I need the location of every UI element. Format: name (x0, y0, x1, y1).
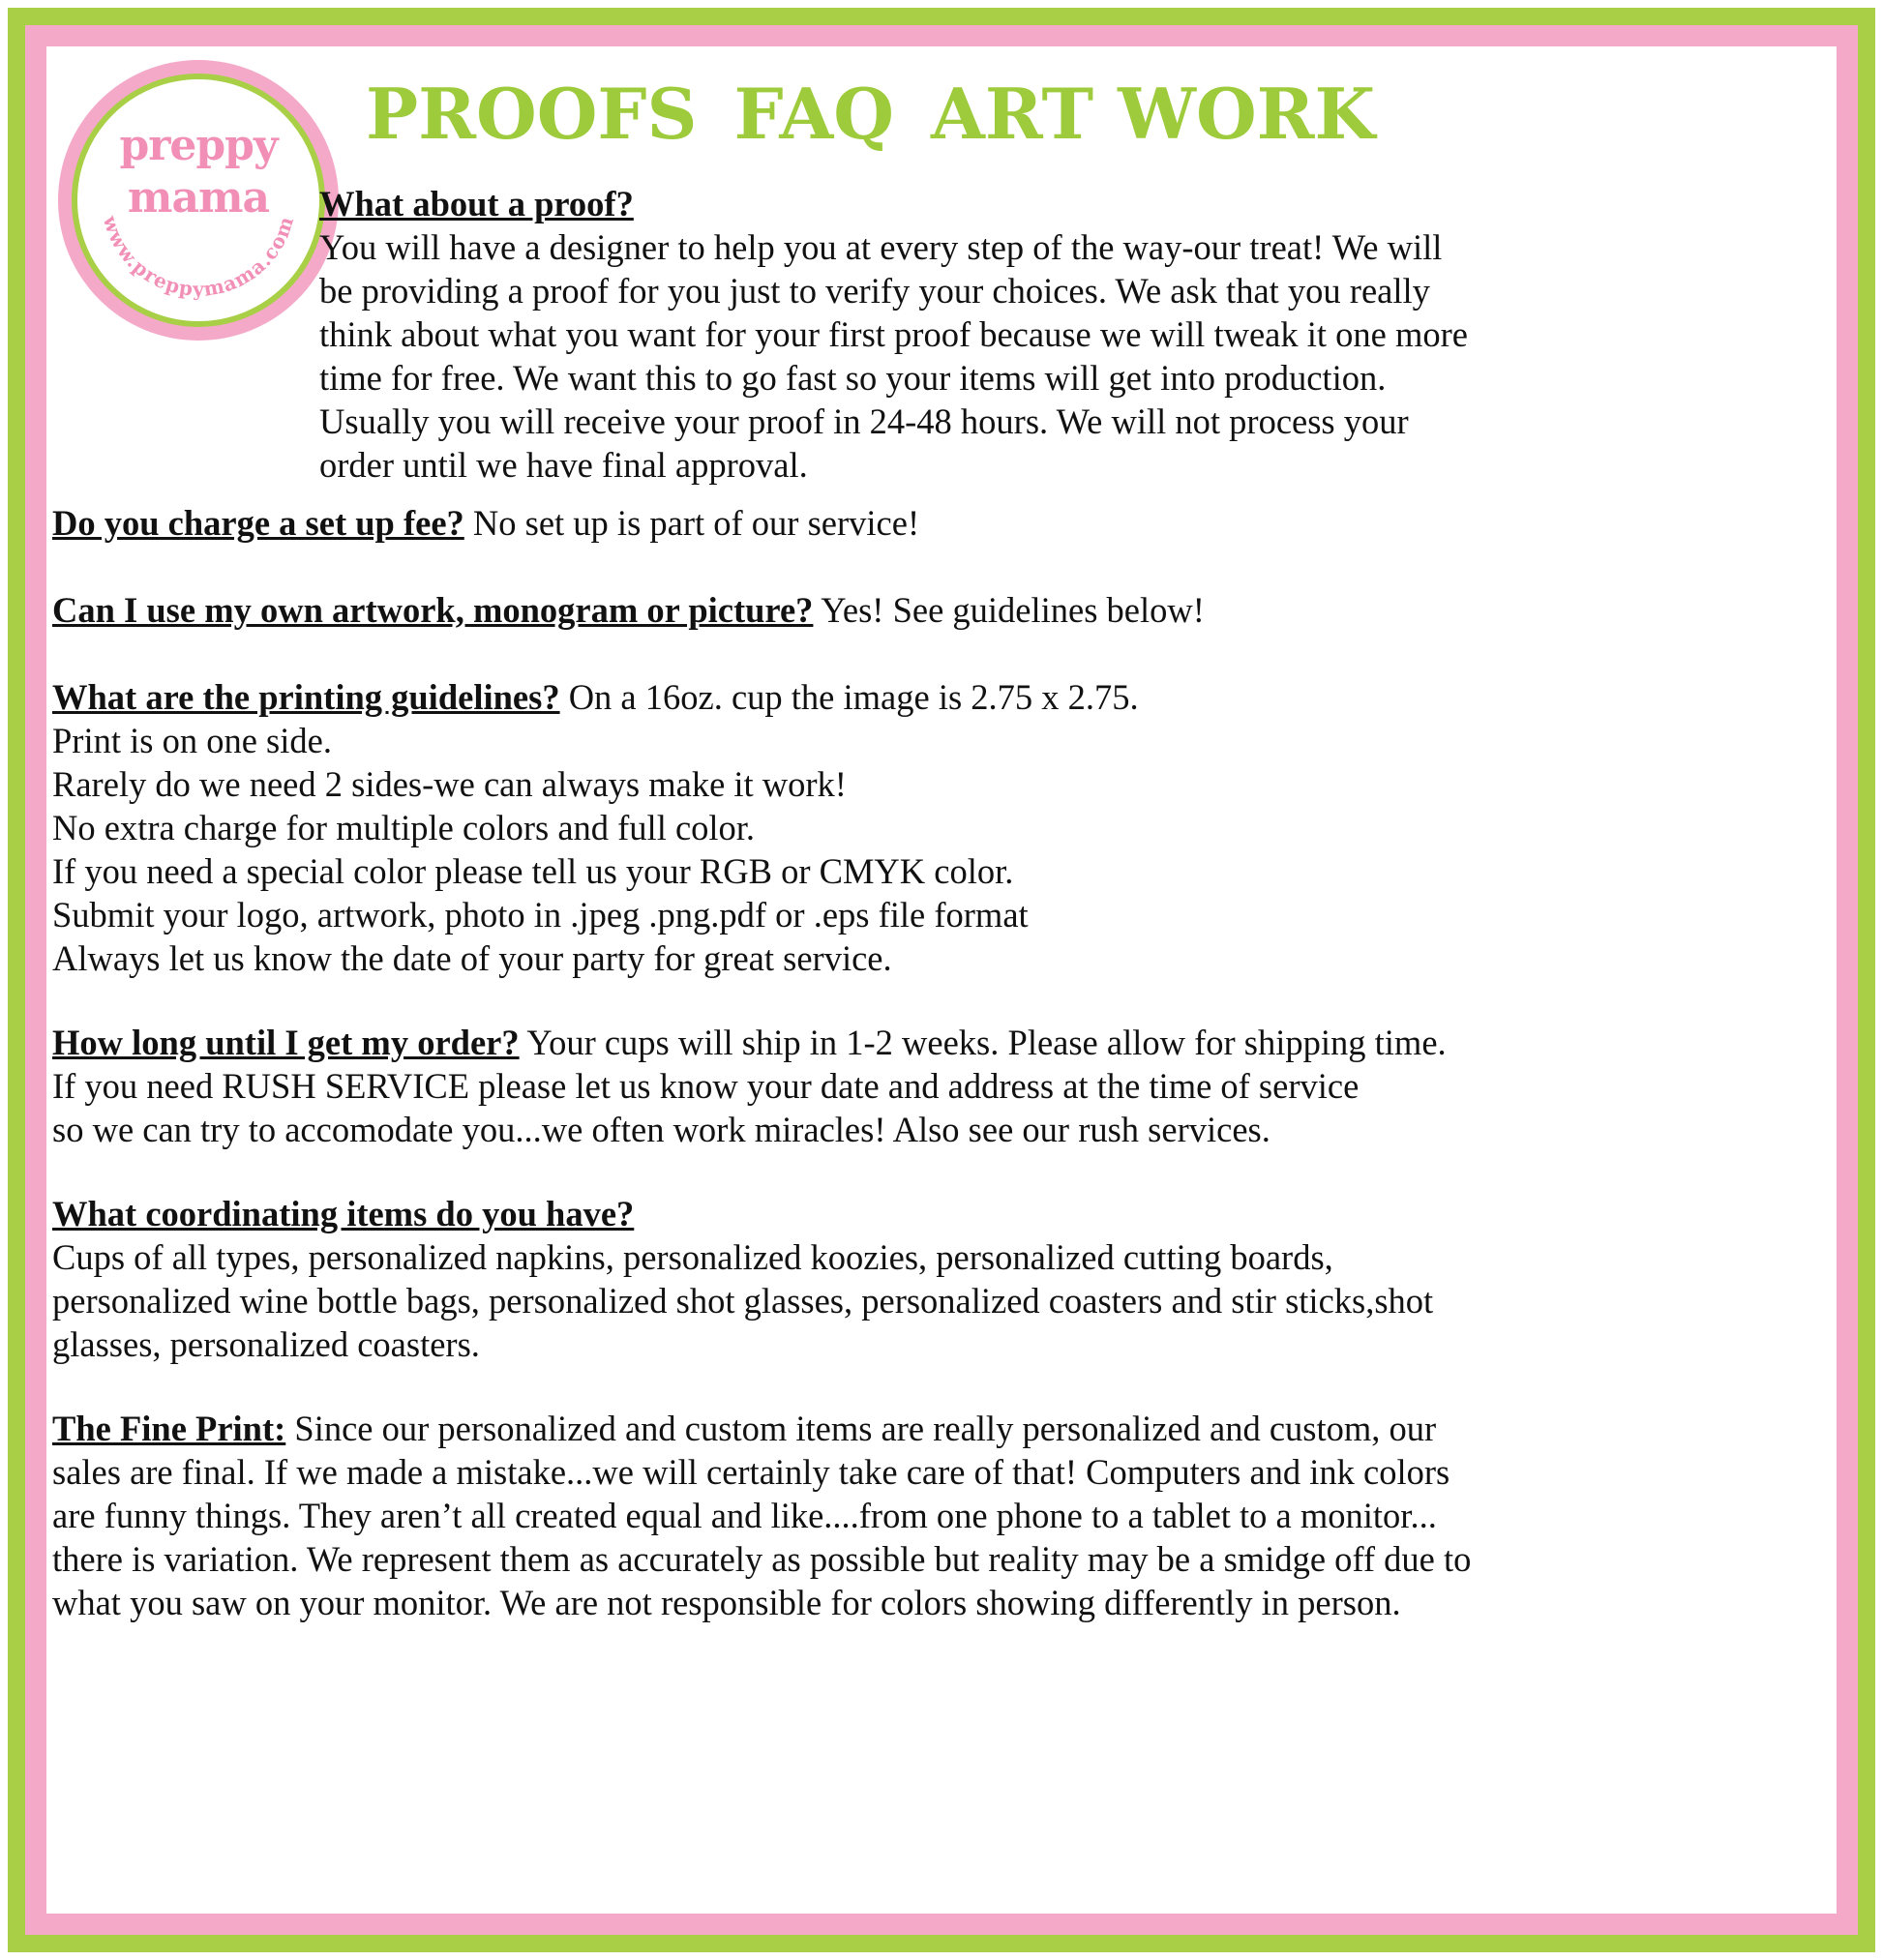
faq-guideline-line: Rarely do we need 2 sides-we can always make it work! (52, 764, 847, 804)
title-word-proofs: PROOFS (366, 73, 698, 155)
faq-question-own-artwork: Can I use my own artwork, monogram or picture? (52, 590, 814, 630)
faq-question-printing-guidelines: What are the printing guidelines? (52, 677, 560, 717)
logo-name-line1: preppy (119, 121, 278, 170)
faq-answer-line: be providing a proof for you just to verify your choices. We ask that you really (319, 271, 1430, 311)
faq-guideline-line: Print is on one side. (52, 721, 332, 760)
faq-section-order-time (52, 1021, 1844, 1151)
faq-coordinating-line: glasses, personalized coasters. (52, 1324, 480, 1364)
faq-question-fine-print: The Fine Print: (52, 1409, 286, 1448)
faq-section-coordinating-items (52, 1192, 1844, 1366)
logo-url-text: www.preppymama.com (98, 213, 299, 301)
faq-answer-order-inline: Your cups will ship in 1-2 weeks. Please allow for shipping time. (519, 1023, 1447, 1062)
faq-coordinating-line: Cups of all types, personalized napkins, personalized koozies, personalized cutting boards, (52, 1237, 1333, 1277)
faq-fine-print-line: there is variation. We represent them as accurately as possible but reality may be a smidge off due to (52, 1539, 1472, 1579)
faq-fine-print-line: Since our personalized and custom items are really personalized and custom, our (285, 1409, 1437, 1448)
faq-guideline-line: If you need a special color please tell us your RGB or CMYK color. (52, 851, 1014, 891)
faq-sections (52, 501, 1844, 1624)
faq-answer-line: You will have a designer to help you at every step of the way-our treat! We will (319, 227, 1443, 267)
faq-section-proof (319, 182, 1846, 487)
faq-answer-setup-fee: No set up is part of our service! (463, 503, 920, 543)
faq-answer-line: order until we have final approval. (319, 445, 808, 485)
faq-section-fine-print (52, 1407, 1844, 1624)
faq-answer-line: Usually you will receive your proof in 24-48 hours. We will not process your (319, 401, 1409, 441)
faq-section-printing-guidelines (52, 675, 1844, 980)
page-content (46, 46, 1837, 1914)
faq-order-line: If you need RUSH SERVICE please let us know your date and address at the time of service (52, 1066, 1360, 1106)
faq-guideline-line: Always let us know the date of your party for great service. (52, 938, 892, 978)
faq-body (46, 46, 1837, 1914)
faq-answer-printing-inline: On a 16oz. cup the image is 2.75 x 2.75. (559, 677, 1139, 717)
faq-guideline-line: Submit your logo, artwork, photo in .jpeg .png.pdf or .eps file format (52, 895, 1029, 935)
title-word-faq: FAQ (733, 73, 895, 155)
faq-answer-own-artwork: Yes! See guidelines below! (813, 590, 1205, 630)
faq-question-order-time: How long until I get my order? (52, 1023, 520, 1062)
faq-question-coordinating-items: What coordinating items do you have? (52, 1194, 635, 1233)
faq-fine-print-line: sales are final. If we made a mistake...we will certainly take care of that! Computers and ink colors (52, 1452, 1450, 1492)
faq-fine-print-line: what you saw on your monitor. We are not responsible for colors showing differently in person. (52, 1583, 1401, 1622)
title-word-artwork: ART WORK (931, 73, 1376, 155)
faq-question-setup-fee: Do you charge a set up fee? (52, 503, 464, 543)
faq-section-setup-fee (52, 501, 1844, 545)
faq-guideline-line: No extra charge for multiple colors and full color. (52, 808, 756, 847)
faq-order-line: so we can try to accomodate you...we often work miracles! Also see our rush services. (52, 1110, 1270, 1149)
faq-section-own-artwork (52, 588, 1844, 632)
faq-answer-line: time for free. We want this to go fast so your items will get into production. (319, 358, 1387, 398)
logo-name-line2: mama (127, 173, 270, 223)
faq-fine-print-line: are funny things. They aren’t all created equal and like....from one phone to a tablet to a monitor... (52, 1496, 1437, 1535)
faq-question-proof: What about a proof? (319, 184, 634, 223)
faq-coordinating-line: personalized wine bottle bags, personalized shot glasses, personalized coasters and stir sticks,shot (52, 1281, 1434, 1321)
faq-answer-line: think about what you want for your first proof because we will tweak it one more (319, 314, 1468, 354)
